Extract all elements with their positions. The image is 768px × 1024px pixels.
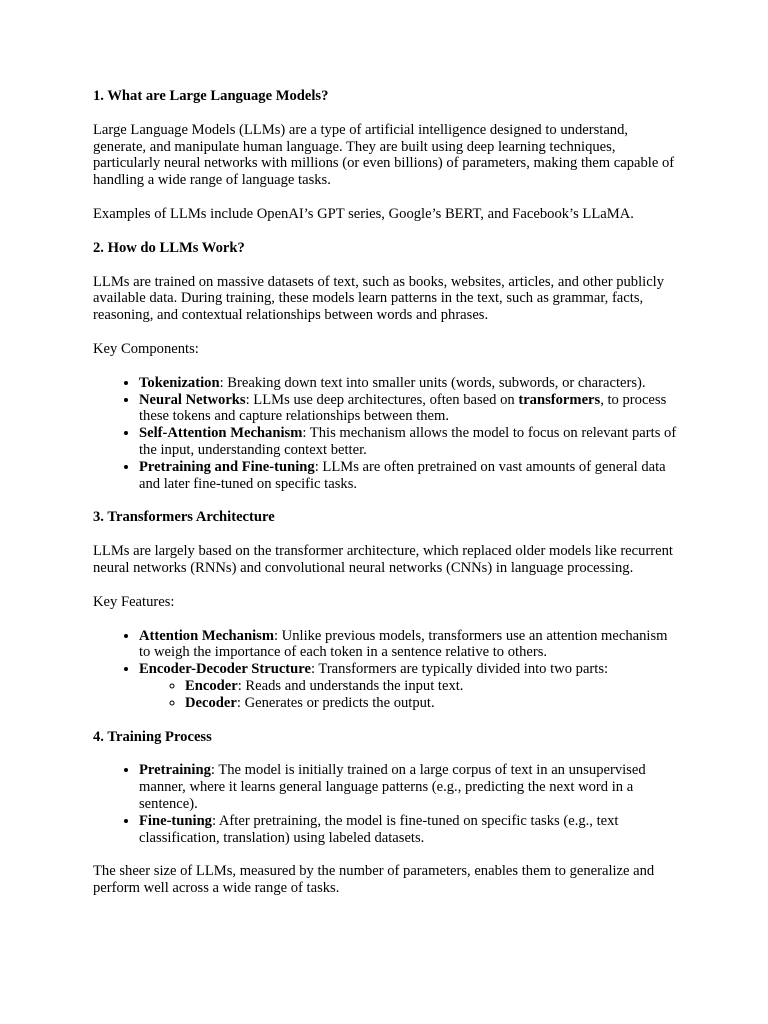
section-1-paragraph: Large Language Models (LLMs) are a type of artificial intelligence designed to understand, generate, and manipulate human language. They are built using deep learning techniques, particularly neural networks with millions (or even billions) of parameters, making them capable of handling a wide range of language tasks.	[93, 121, 675, 189]
list-item-text: : LLMs use deep architectures, often based on	[245, 391, 519, 408]
sub-list-item	[185, 695, 678, 712]
list-item-term: Pretraining	[139, 762, 211, 779]
list-item	[139, 661, 678, 711]
list-item-term: Tokenization	[139, 374, 220, 391]
section-2-intro: LLMs are trained on massive datasets of text, such as books, websites, articles, and other publicly available data. During training, these models learn patterns in the text, such as grammar, facts, reasoning, and contextual relationships between words and phrases.	[93, 273, 665, 324]
list-item-text: : Generates or predicts the output.	[236, 694, 435, 711]
section-2-list-title: Key Components:	[93, 340, 199, 357]
list-item	[139, 762, 678, 812]
section-3-list-title: Key Features:	[93, 593, 175, 610]
key-features-list	[93, 628, 678, 712]
list-item-term: Decoder	[185, 694, 237, 711]
list-item-term: Attention Mechanism	[139, 627, 274, 644]
training-process-list	[93, 762, 678, 846]
section-3-heading: 3. Transformers Architecture	[93, 509, 275, 526]
list-item-term: Encoder-Decoder Structure	[139, 661, 311, 678]
list-item	[139, 392, 678, 426]
key-components-list	[93, 375, 678, 493]
list-item-term: Self-Attention Mechanism	[139, 425, 303, 442]
list-item-text: , to process these tokens and capture relationships between them.	[139, 391, 667, 425]
section-4-closing: The sheer size of LLMs, measured by the number of parameters, enables them to generalize and perform well across a wide range of tasks.	[93, 863, 655, 897]
list-item-term: Encoder	[185, 677, 238, 694]
list-item-text: : Unlike previous models, transformers use an attention mechanism to weigh the importance of each token in a sentence relative to others.	[139, 627, 668, 661]
section-4-heading: 4. Training Process	[93, 728, 212, 745]
list-item	[139, 375, 678, 392]
sub-list	[139, 678, 678, 712]
list-item-text: : The model is initially trained on a large corpus of text in an unsupervised manner, where it learns general language patterns (e.g., predicting the next word in a sentence).	[139, 762, 646, 812]
list-item-term: Fine-tuning	[139, 812, 212, 829]
list-item-term: Neural Networks	[139, 391, 246, 408]
list-item-text: : Breaking down text into smaller units (words, subwords, or characters).	[219, 374, 646, 391]
list-item	[139, 425, 678, 459]
list-item-text: : Reads and understands the input text.	[237, 677, 464, 694]
list-item	[139, 813, 678, 847]
section-1-examples: Examples of LLMs include OpenAI’s GPT series, Google’s BERT, and Facebook’s LLaMA.	[93, 205, 634, 222]
list-item-text: : LLMs are often pretrained on vast amounts of general data and later fine-tuned on specific tasks.	[139, 458, 666, 492]
list-item	[139, 628, 678, 662]
section-1-heading: 1. What are Large Language Models?	[93, 88, 329, 104]
list-item	[139, 459, 678, 493]
list-item-emphasis: transformers	[518, 391, 601, 408]
list-item-term: Pretraining and Fine-tuning	[139, 458, 315, 475]
sub-list-item	[185, 678, 678, 695]
list-item-text: : After pretraining, the model is fine-tuned on specific tasks (e.g., text classification, translation) using labeled datasets.	[139, 812, 619, 846]
list-item-text: : Transformers are typically divided into two parts:	[310, 661, 609, 678]
section-2-heading: 2. How do LLMs Work?	[93, 239, 245, 256]
list-item-text: : This mechanism allows the model to focus on relevant parts of the input, understanding context better.	[139, 425, 677, 458]
section-3-intro: LLMs are largely based on the transformer architecture, which replaced older models like recurrent neural networks (RNNs) and convolutional neural networks (CNNs) in language processing.	[93, 543, 673, 576]
